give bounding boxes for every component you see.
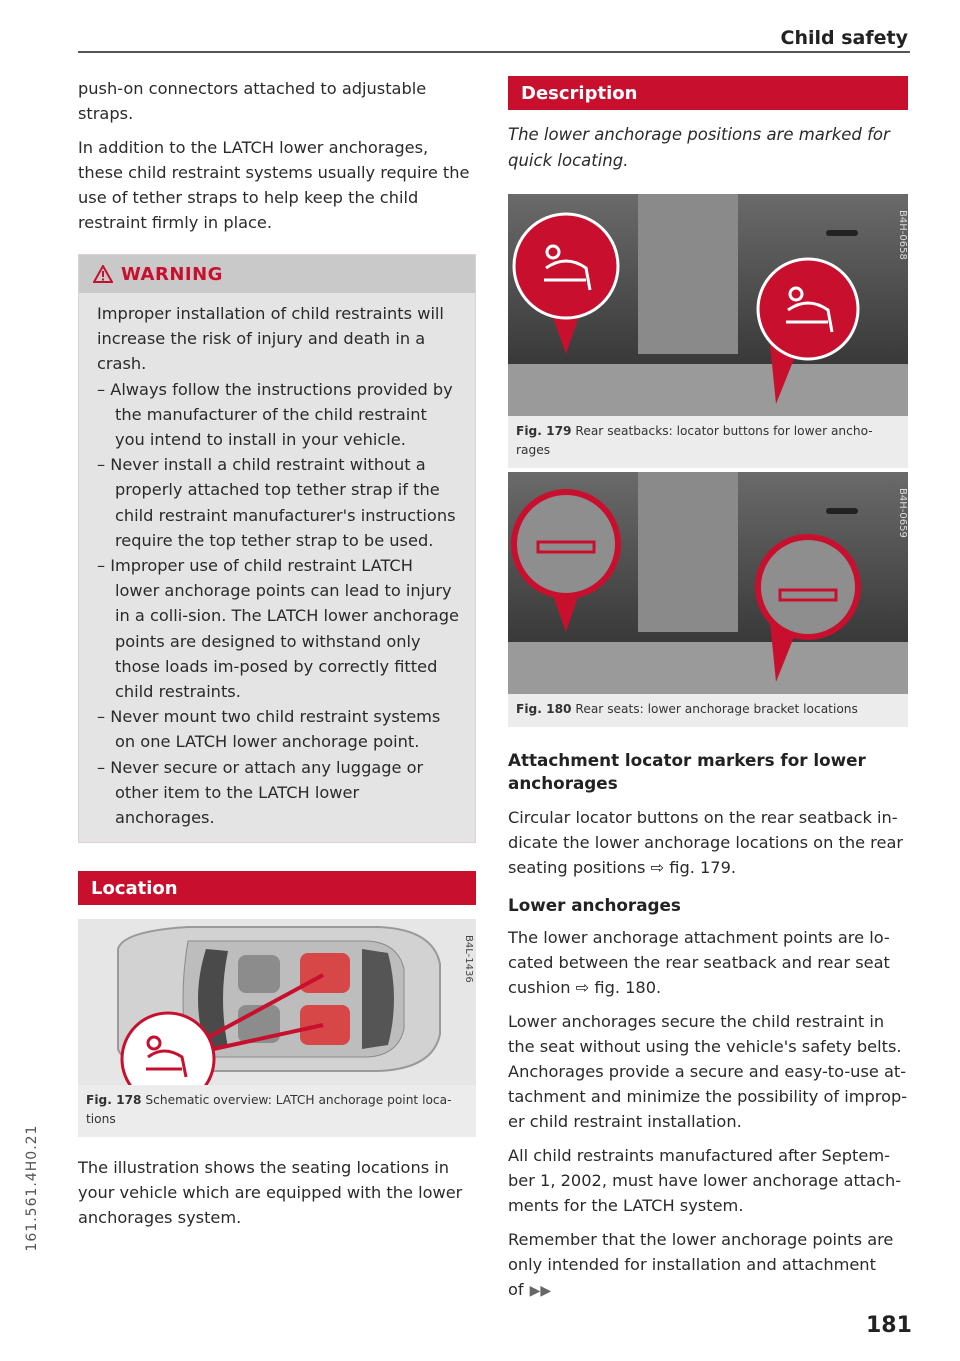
figure-178 bbox=[78, 919, 476, 1137]
warning-title: WARNING bbox=[121, 263, 223, 285]
paragraph: The illustration shows the seating locations in your vehicle which are equipped with the lower anchorages system. bbox=[78, 1158, 463, 1228]
warning-bullet: – Always follow the instructions provided by the manufacturer of the child restraint you intend to install in your vehicle. bbox=[97, 379, 453, 450]
figure-caption-text: Rear seats: lower anchorage bracket locations bbox=[575, 702, 858, 716]
paragraph: push-on connectors attached to adjustable straps. bbox=[78, 79, 427, 123]
figure-179-caption bbox=[508, 416, 908, 468]
right-column bbox=[508, 76, 908, 1304]
warning-body bbox=[79, 293, 475, 830]
warning-bullet: – Never install a child restraint without a properly attached top tether strap if the child restraint manufacturer's instructions require the top tether strap to be used. bbox=[97, 455, 456, 550]
paragraph: In addition to the LATCH lower anchorages, these child restraint systems usually require the use of tether straps to help keep the child restraint firmly in place. bbox=[78, 138, 470, 232]
paragraph: The lower anchorage attachment points are lo-cated between the rear seatback and rear seat cushion ⇨ fig. 180. bbox=[508, 928, 890, 997]
fig179-code: B4H-0658 bbox=[897, 210, 908, 260]
section-heading-description: Description bbox=[508, 76, 908, 110]
warning-intro: Improper installation of child restraints will increase the risk of injury and death in a crash. bbox=[97, 304, 444, 374]
rear-seat-bracket-photo bbox=[508, 472, 908, 694]
paragraph: All child restraints manufactured after Septem-ber 1, 2002, must have lower anchorage attach-ments for the LATCH system. bbox=[508, 1146, 902, 1215]
warning-bullet: – Improper use of child restraint LATCH lower anchorage points can lead to injury in a colli-sion. The LATCH lower anchorage points are designed to withstand only those loads im-posed by correctly fitted child restraints. bbox=[97, 556, 459, 702]
rear-seatback-photo bbox=[508, 194, 908, 416]
page-number: 181 bbox=[866, 1313, 912, 1338]
paragraph: Lower anchorages secure the child restraint in the seat without using the vehicle's safety belts. Anchorages provide a secure and easy-to-use at-tachment and minimize the possibility of improp-er child restraint installation. bbox=[508, 1012, 908, 1131]
description-intro: The lower anchorage positions are marked for quick locating. bbox=[508, 125, 890, 170]
figure-label: Fig. 178 bbox=[86, 1093, 142, 1108]
figure-178-caption bbox=[78, 1085, 476, 1137]
heading-locator-markers: Attachment locator markers for lower anchorages bbox=[508, 750, 866, 793]
figure-caption-text: Schematic overview: LATCH anchorage point loca-tions bbox=[86, 1093, 452, 1127]
paragraph-continued bbox=[508, 1227, 908, 1304]
warning-triangle-icon bbox=[93, 265, 113, 283]
figure-180-caption bbox=[508, 694, 908, 727]
figure-label: Fig. 179 bbox=[516, 424, 572, 438]
left-column bbox=[78, 76, 476, 1230]
warning-bullet: – Never mount two child restraint systems on one LATCH lower anchorage point. bbox=[97, 707, 441, 752]
paragraph: Circular locator buttons on the rear seatback in-dicate the lower anchorage locations on the rear seating positions ⇨ fig. 179. bbox=[508, 808, 904, 877]
side-code-text: 161.561.4H0.21 bbox=[24, 1124, 40, 1252]
heading-lower-anchorages: Lower anchorages bbox=[508, 895, 681, 915]
figure-180 bbox=[508, 472, 908, 727]
section-heading-location: Location bbox=[78, 871, 476, 905]
fig180-code: B4H-0659 bbox=[897, 488, 908, 538]
warning-header bbox=[79, 255, 475, 293]
car-overview-illustration bbox=[78, 919, 476, 1085]
warning-box bbox=[78, 254, 476, 843]
paragraph-text: Remember that the lower anchorage points are only intended for installation and attachment of bbox=[508, 1230, 894, 1299]
continue-arrow-icon: ▶▶ bbox=[529, 1283, 552, 1299]
figure-label: Fig. 180 bbox=[516, 702, 572, 716]
header-rule bbox=[78, 51, 910, 53]
running-head: Child safety bbox=[780, 27, 908, 49]
fig178-code: B4L-1436 bbox=[463, 935, 474, 983]
figure-179 bbox=[508, 194, 908, 468]
warning-bullet: – Never secure or attach any luggage or other item to the LATCH lower anchorages. bbox=[97, 757, 424, 828]
side-code bbox=[22, 1080, 42, 1310]
figure-caption-text: Rear seatbacks: locator buttons for lower ancho-rages bbox=[516, 424, 873, 457]
